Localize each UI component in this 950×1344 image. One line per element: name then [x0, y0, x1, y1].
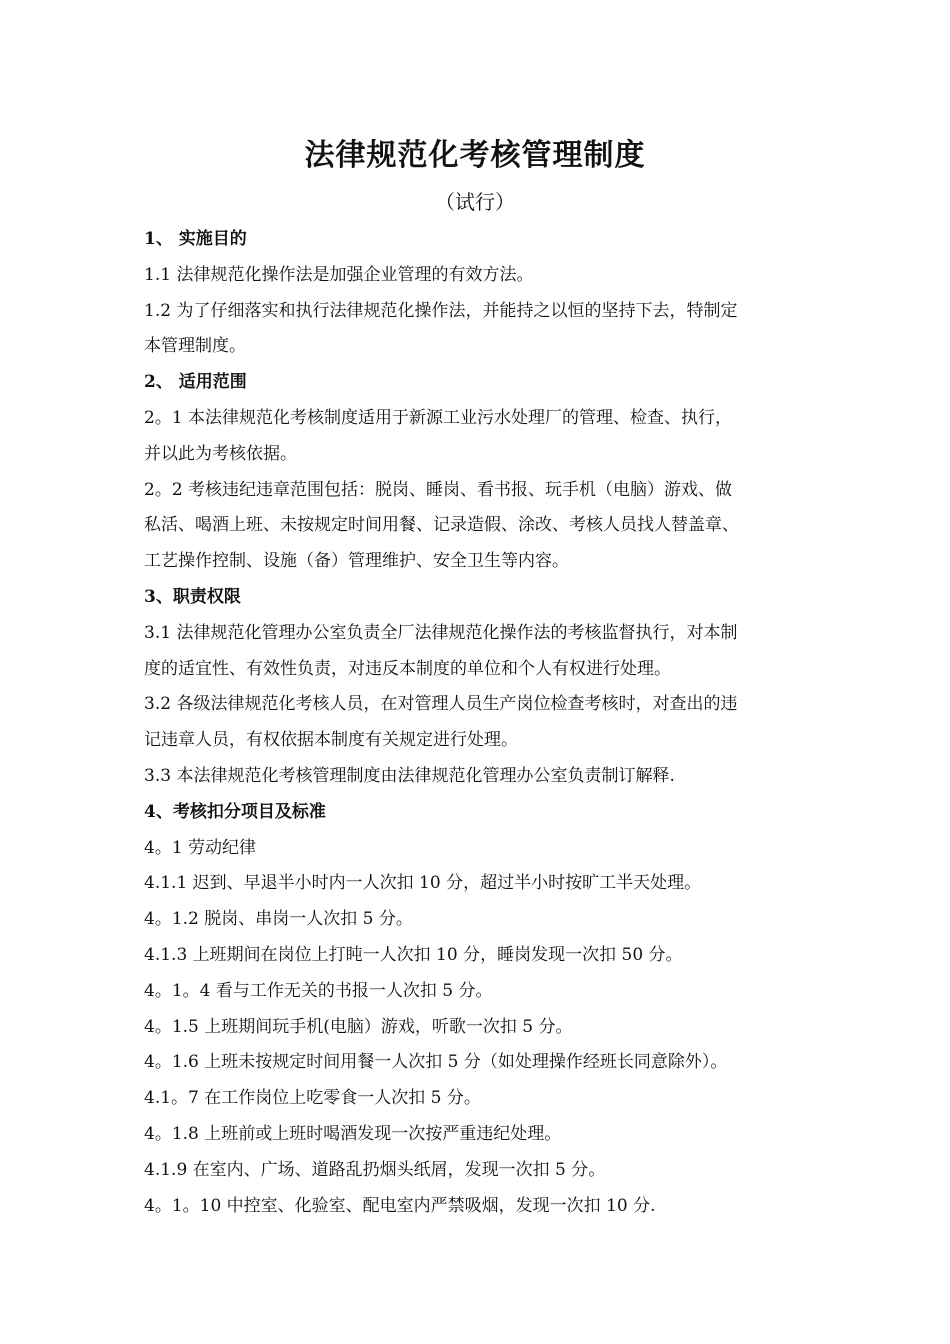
- paragraph-line: 1.1 法律规范化操作法是加强企业管理的有效方法。: [144, 264, 534, 285]
- paragraph-line: 2。1 本法律规范化考核制度适用于新源工业污水处理厂的管理、检查、执行，: [144, 407, 733, 428]
- paragraph-line: 4.1.9 在室内、广场、道路乱扔烟头纸屑，发现一次扣 5 分。: [144, 1159, 606, 1180]
- section-heading: 4、考核扣分项目及标准: [144, 801, 326, 822]
- paragraph-line: 工艺操作控制、设施（备）管理维护、安全卫生等内容。: [144, 551, 569, 572]
- paragraph-line: 4。1。10 中控室、化验室、配电室内严禁吸烟，发现一次扣 10 分.: [144, 1195, 656, 1216]
- paragraph-line: 3.2 各级法律规范化考核人员，在对管理人员生产岗位检查考核时，对查出的违: [144, 694, 738, 715]
- section-heading: 3、职责权限: [144, 586, 241, 607]
- section-heading: 1、 实施目的: [144, 229, 247, 249]
- paragraph-line: 度的适宜性、有效性负责，对违反本制度的单位和个人有权进行处理。: [144, 658, 671, 679]
- paragraph-line: 4。1。4 看与工作无关的书报一人次扣 5 分。: [144, 980, 493, 1001]
- paragraph-line: 本管理制度。: [144, 336, 246, 357]
- paragraph-line: 4。1.6 上班未按规定时间用餐一人次扣 5 分（如处理操作经班长同意除外）。: [144, 1052, 728, 1073]
- paragraph-line: 4.1.3 上班期间在岗位上打盹一人次扣 10 分，睡岗发现一次扣 50 分。: [144, 944, 683, 965]
- paragraph-line: 4。1.2 脱岗、串岗一人次扣 5 分。: [144, 909, 413, 930]
- paragraph-line: 私活、喝酒上班、未按规定时间用餐、记录造假、涂改、考核人员找人替盖章、: [144, 515, 739, 536]
- paragraph-line: 4。1.5 上班期间玩手机(电脑）游戏，听歌一次扣 5 分。: [144, 1016, 573, 1037]
- paragraph-line: 4。1 劳动纪律: [144, 837, 257, 858]
- paragraph-line: 记违章人员，有权依据本制度有关规定进行处理。: [144, 730, 518, 751]
- paragraph-line: 2。2 考核违纪违章范围包括：脱岗、睡岗、看书报、玩手机（电脑）游戏、做: [144, 479, 733, 500]
- paragraph-line: 3.3 本法律规范化考核管理制度由法律规范化管理办公室负责制订解释.: [144, 765, 675, 786]
- document-subtitle: （试行）: [435, 190, 515, 214]
- document-body: [144, 222, 820, 1224]
- paragraph-line: 1.2 为了仔细落实和执行法律规范化操作法，并能持之以恒的坚持下去，特制定: [144, 300, 738, 321]
- paragraph-line: 4.1。7 在工作岗位上吃零食一人次扣 5 分。: [144, 1088, 481, 1109]
- paragraph-line: 4.1.1 迟到、早退半小时内一人次扣 10 分，超过半小时按旷工半天处理。: [144, 873, 702, 894]
- paragraph-line: 4。1.8 上班前或上班时喝酒发现一次按严重违纪处理。: [144, 1123, 562, 1144]
- paragraph-line: 并以此为考核依据。: [144, 443, 297, 464]
- section-heading: 2、 适用范围: [144, 372, 247, 393]
- paragraph-line: 3.1 法律规范化管理办公室负责全厂法律规范化操作法的考核监督执行，对本制: [144, 622, 738, 643]
- document-title: 法律规范化考核管理制度: [304, 138, 646, 173]
